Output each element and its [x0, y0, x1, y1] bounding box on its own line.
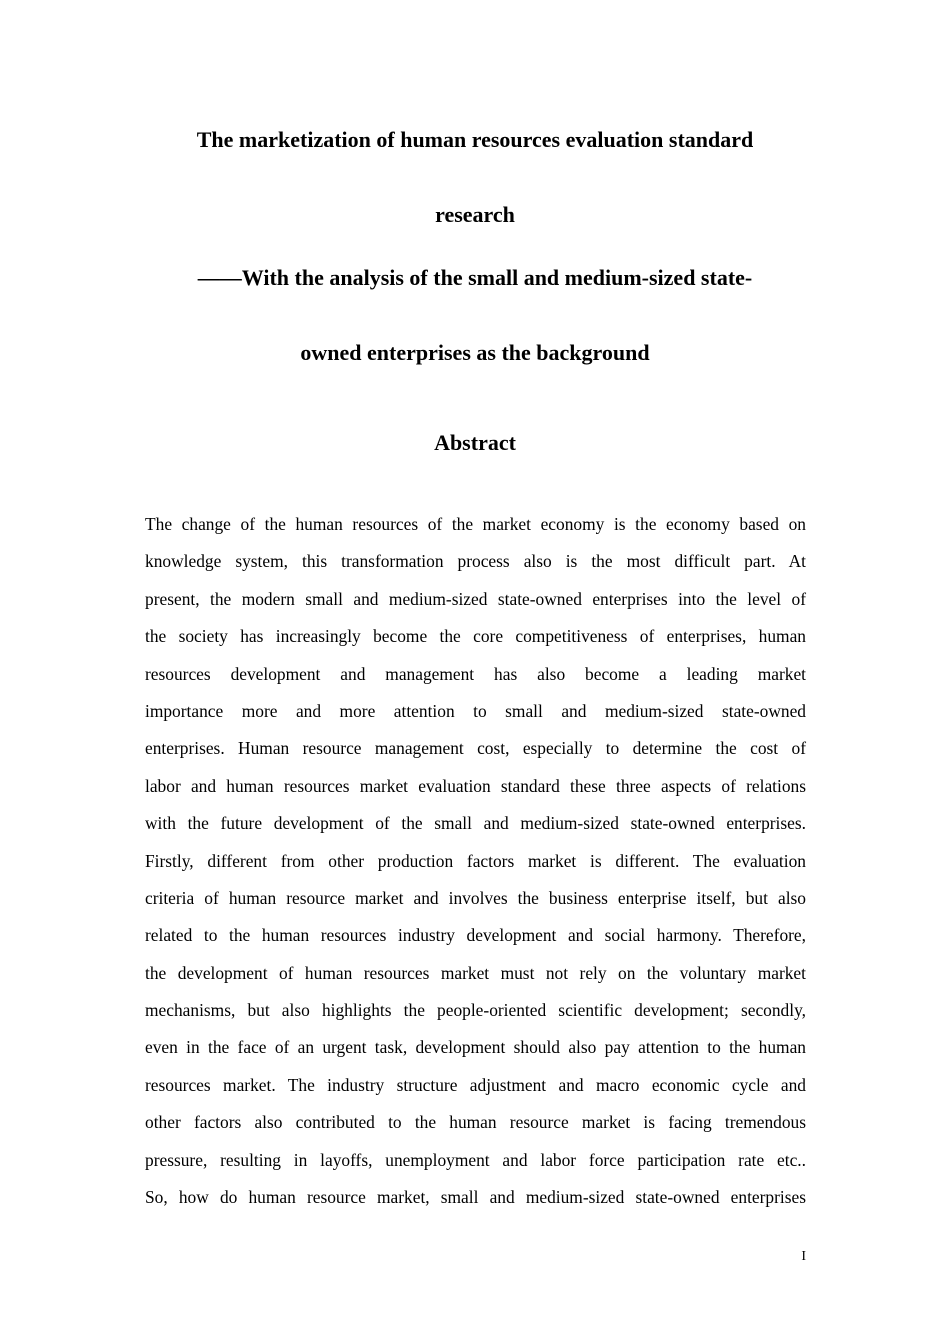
page-number: I: [801, 1249, 806, 1264]
abstract-line: mechanisms, but also highlights the people-oriented scientific development; secondly,: [145, 1000, 806, 1021]
abstract-line: labor and human resources market evaluation standard these three aspects of relations: [145, 775, 806, 796]
subtitle-line-1: ——With the analysis of the small and medium-sized state-: [197, 265, 753, 290]
abstract-line: related to the human resources industry development and social harmony. Therefore,: [145, 925, 806, 946]
subtitle-line-2: owned enterprises as the background: [300, 340, 650, 365]
abstract-line: other factors also contributed to the human resource market is facing tremendous: [145, 1112, 806, 1133]
abstract-line: resources market. The industry structure adjustment and macro economic cycle and: [145, 1074, 806, 1095]
abstract-line: importance more and more attention to small and medium-sized state-owned: [145, 700, 806, 721]
abstract-line: So, how do human resource market, small and medium-sized state-owned enterprises: [145, 1187, 806, 1208]
abstract-line: resources development and management has also become a leading market: [145, 663, 806, 684]
abstract-line: the society has increasingly become the core competitiveness of enterprises, human: [145, 626, 806, 647]
abstract-body: [145, 506, 806, 1216]
abstract-line: the development of human resources market must not rely on the voluntary market: [145, 962, 806, 983]
abstract-line: The change of the human resources of the market economy is the economy based on: [145, 514, 806, 534]
title-line-2: research: [435, 202, 515, 227]
abstract-line: enterprises. Human resource management cost, especially to determine the cost of: [145, 738, 806, 759]
abstract-line: pressure, resulting in layoffs, unemployment and labor force participation rate etc..: [145, 1149, 806, 1170]
abstract-line: with the future development of the small and medium-sized state-owned enterprises.: [145, 813, 806, 834]
abstract-heading: Abstract: [434, 430, 516, 455]
abstract-line: Firstly, different from other production factors market is different. The evaluation: [145, 850, 806, 871]
abstract-line: present, the modern small and medium-sized state-owned enterprises into the level of: [145, 588, 806, 609]
abstract-line: knowledge system, this transformation process also is the most difficult part. At: [145, 551, 806, 572]
abstract-line: criteria of human resource market and involves the business enterprise itself, but also: [145, 887, 806, 908]
title-line-1: The marketization of human resources evaluation standard: [196, 127, 754, 152]
abstract-line: even in the face of an urgent task, development should also pay attention to the human: [145, 1037, 806, 1058]
